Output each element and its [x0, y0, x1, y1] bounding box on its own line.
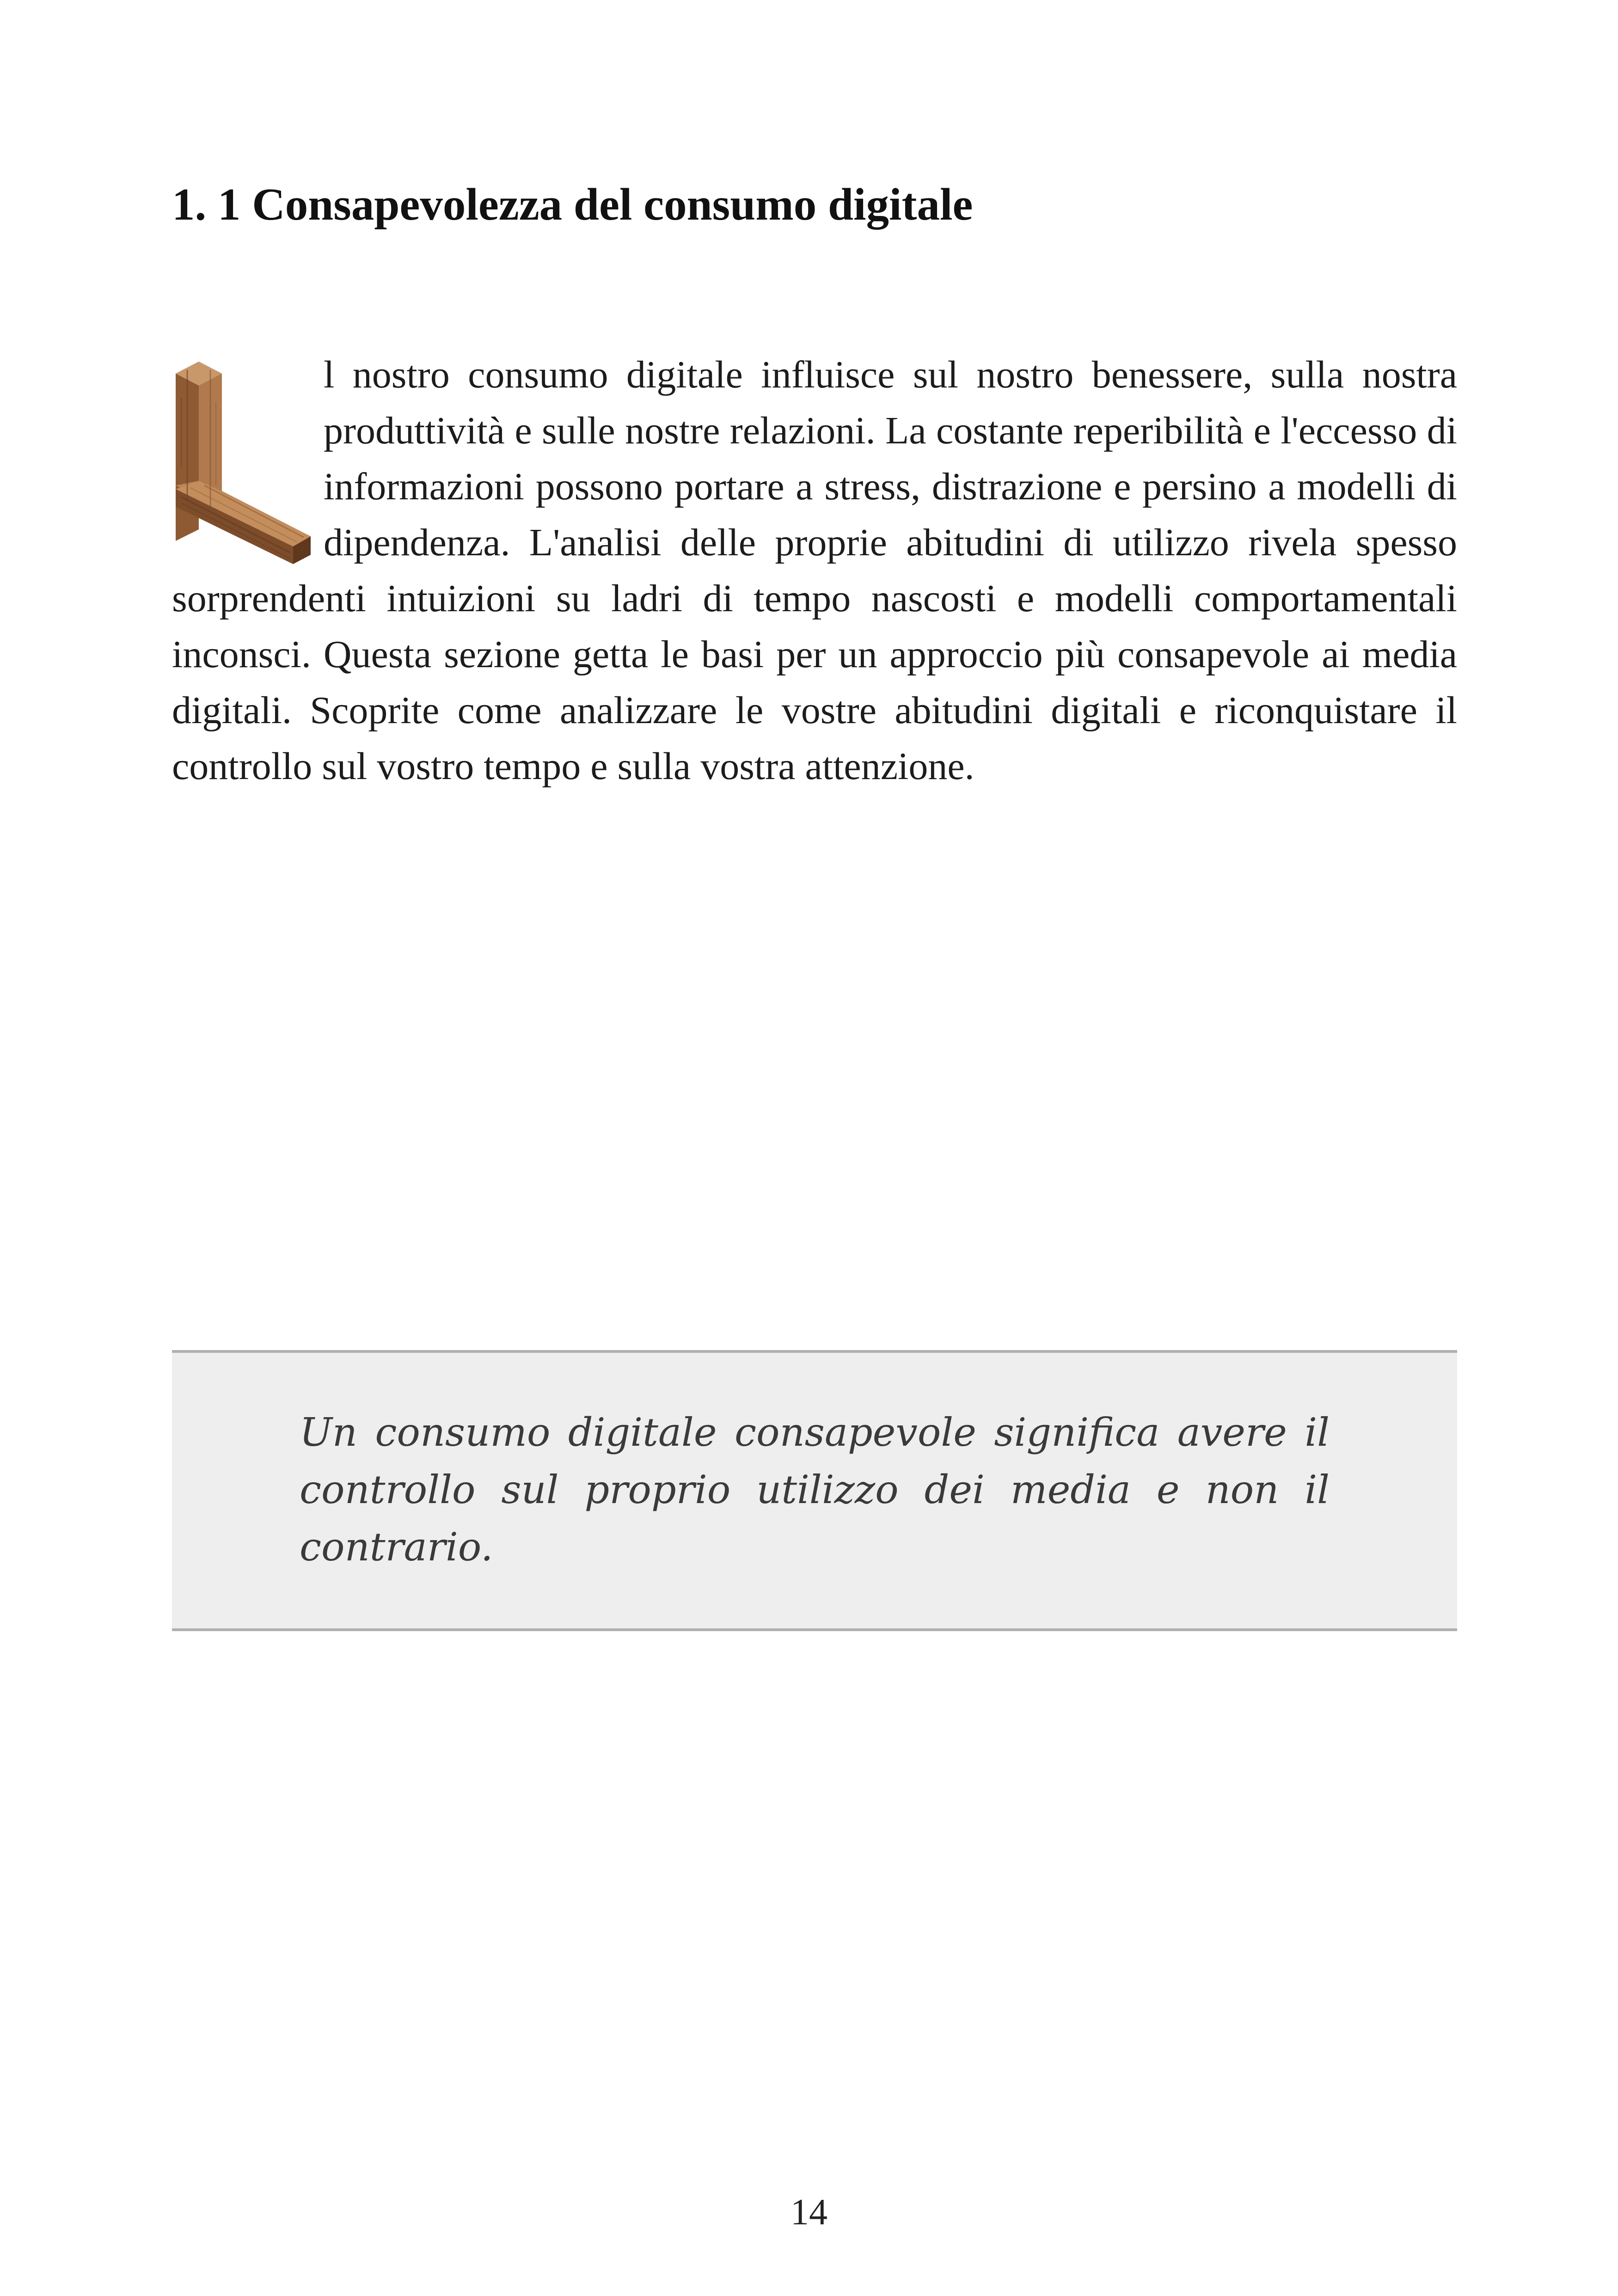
pull-quote-text: Un consumo digitale consapevole significa avere il controllo sul proprio utilizzo dei media e non il contrario.: [300, 1410, 1330, 1570]
section-title: 1. 1 Consapevolezza del consumo digitale: [172, 179, 973, 230]
body-paragraph: [172, 347, 1457, 794]
page-number: 14: [791, 2192, 827, 2233]
body-text: l nostro consumo digitale influisce sul nostro benessere, sulla nostra produttività e sulle nostre relazioni. La costante reperibilità e l'eccesso di informazioni possono portare a stress, distrazione e persino a modelli di dipendenza. L'analisi delle proprie abitudini di utilizzo rivela spesso sorprendenti intuizioni su ladri di tempo nascosti e modelli comportamentali inconsci. Questa sezione getta le basi per un approccio più consapevole ai media digitali. Scoprite come analizzare le vostre abitudini digitali e riconquistare il controllo sul vostro tempo e sulla vostra attenzione.: [172, 353, 1457, 788]
pull-quote-box: [172, 1350, 1457, 1631]
wooden-letter-l-dropcap-icon: [172, 347, 315, 569]
